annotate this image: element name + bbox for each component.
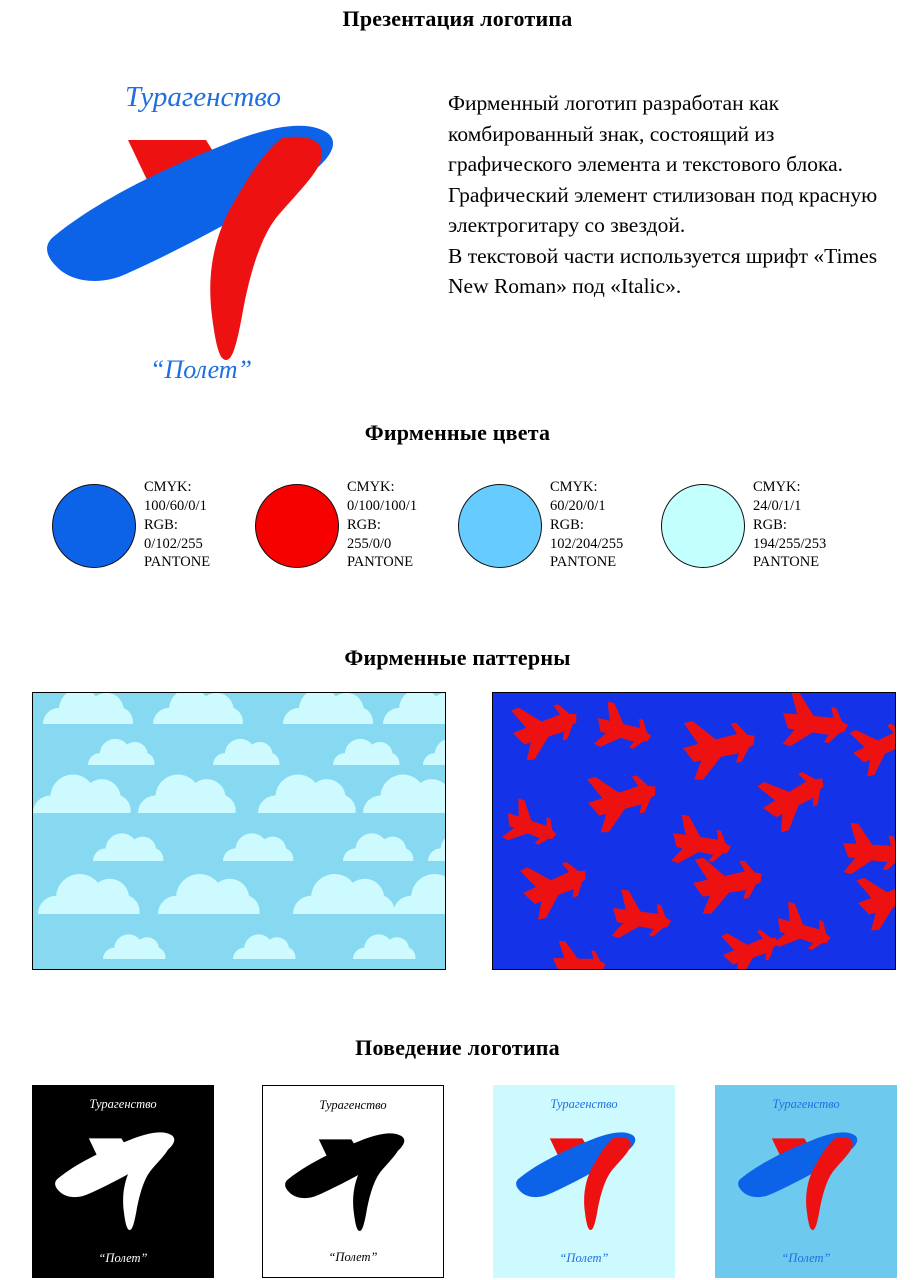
description-block <box>448 88 888 302</box>
behaviour-word-bottom: “Полет” <box>98 1251 148 1265</box>
color-item <box>203 478 418 572</box>
behaviour-card-blue <box>715 1085 897 1278</box>
rgb-value: 194/255/253 <box>753 535 827 552</box>
rgb-label: RGB: <box>144 516 178 533</box>
cmyk-label: CMYK: <box>550 479 598 495</box>
color-swatch <box>458 484 542 568</box>
logo-word-top: Турагенство <box>125 81 282 113</box>
color-item <box>609 478 827 572</box>
behaviour-word-bottom: “Полет” <box>559 1251 609 1265</box>
patterns-section-title: Фирменные паттерны <box>344 645 571 670</box>
behaviour-word-bottom: “Полет” <box>781 1251 831 1265</box>
behaviour-word-top: Турагенство <box>772 1097 840 1111</box>
color-swatch <box>661 484 745 568</box>
rgb-label: RGB: <box>550 516 584 533</box>
behaviour-section-title: Поведение логотипа <box>355 1035 560 1060</box>
logo-block <box>20 55 430 400</box>
behaviour-word-top: Турагенство <box>319 1098 387 1112</box>
cmyk-value: 24/0/1/1 <box>753 497 802 514</box>
cmyk-value: 0/100/100/1 <box>347 497 418 514</box>
airplane-logo-icon <box>48 1115 198 1245</box>
color-item <box>0 478 211 572</box>
cmyk-label: CMYK: <box>144 479 192 495</box>
rgb-value: 102/204/255 <box>550 535 624 552</box>
behaviour-word-top: Турагенство <box>550 1097 618 1111</box>
behaviour-word-top: Турагенство <box>89 1097 157 1111</box>
cmyk-value: 100/60/0/1 <box>144 497 207 514</box>
description-paragraph-1: Фирменный логотип разработан как комбированный знак, состоящий из графического элемента и текстового блока. Графический элемент стилизован под красную электрогитару со звездой. <box>448 91 878 238</box>
pantone-label: PANTONE <box>347 554 414 571</box>
colors-section-title: Фирменные цвета <box>364 420 551 445</box>
pantone-label: PANTONE <box>753 554 820 571</box>
rgb-label: RGB: <box>347 516 381 533</box>
cloud-pattern-icon <box>33 693 446 970</box>
pantone-label: PANTONE <box>144 554 211 571</box>
airplane-logo-icon <box>731 1115 881 1245</box>
airplane-logo-icon <box>30 110 390 370</box>
pantone-label: PANTONE <box>550 554 617 571</box>
rgb-value: 0/102/255 <box>144 535 203 552</box>
airplane-logo-icon <box>278 1116 428 1246</box>
color-info <box>753 478 826 572</box>
color-info <box>144 478 210 572</box>
rgb-label: RGB: <box>753 516 787 533</box>
color-item <box>406 478 624 572</box>
cmyk-value: 60/20/0/1 <box>550 497 606 514</box>
behaviour-card-light <box>262 1085 444 1278</box>
description-paragraph-2: В текстовой части используется шрифт «Times New Roman» под «Italic». <box>448 243 878 299</box>
plane-pattern-icon <box>493 693 896 970</box>
cmyk-label: CMYK: <box>347 479 395 495</box>
behaviour-card-dark <box>32 1085 214 1278</box>
color-swatch <box>255 484 339 568</box>
behaviour-row <box>0 1085 915 1280</box>
cmyk-label: CMYK: <box>753 479 801 495</box>
behaviour-card-pale <box>493 1085 675 1278</box>
rgb-value: 255/0/0 <box>347 535 392 552</box>
logo-word-bottom: “Полет” <box>150 355 253 384</box>
color-swatch <box>52 484 136 568</box>
colors-row <box>0 478 915 572</box>
page-title: Презентация логотипа <box>342 6 573 31</box>
cloud-pattern <box>32 692 446 970</box>
airplane-logo-icon <box>509 1115 659 1245</box>
plane-pattern <box>492 692 896 970</box>
behaviour-word-bottom: “Полет” <box>328 1250 378 1264</box>
